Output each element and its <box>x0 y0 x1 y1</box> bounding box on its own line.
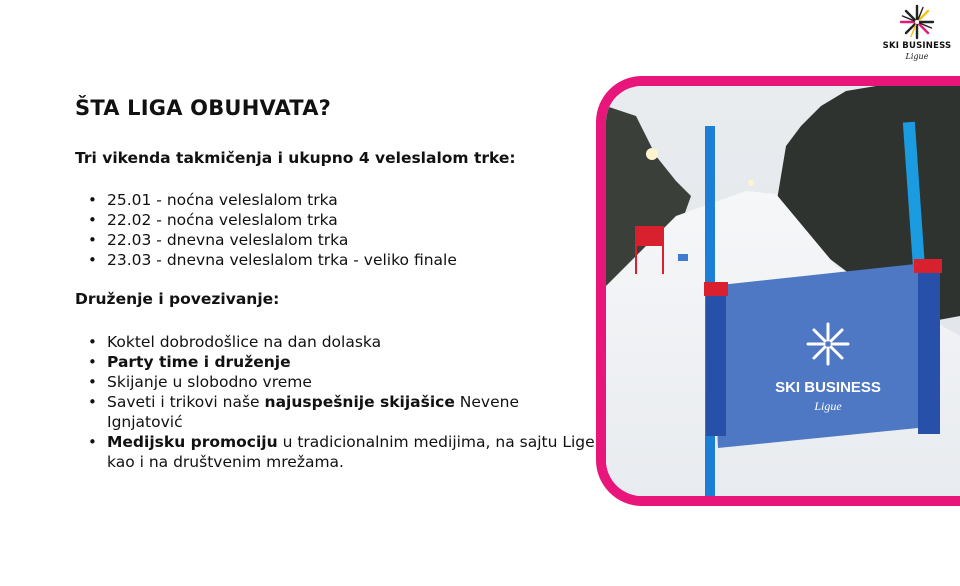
floodlight-icon <box>748 180 754 186</box>
banner-side-right <box>918 264 940 434</box>
distant-gate-pole <box>662 226 664 274</box>
logo-script: Ligue <box>905 52 929 61</box>
main-content <box>75 96 595 472</box>
list-item: • 25.01 - noćna veleslalom trka <box>87 190 595 210</box>
item-text: u tradicionalnim medijima, na sajtu Lige kao i na društvenim mrežama. <box>107 433 595 471</box>
item-text-bold: Medijsku promociju <box>107 433 278 451</box>
list-item <box>87 432 595 472</box>
ski-gate-photo <box>596 76 960 506</box>
page-title: ŠTA LIGA OBUHVATA? <box>75 96 332 120</box>
list-item <box>87 372 595 392</box>
distant-gate-pole <box>635 226 637 274</box>
item-text: Nevene Ignjatović <box>107 393 520 431</box>
list-item <box>87 392 595 432</box>
logo-name: SKI BUSINESS <box>882 41 952 51</box>
list-item: • 22.03 - dnevna veleslalom trka <box>87 230 595 250</box>
distant-gate-flag <box>678 254 688 261</box>
list-item: • 23.03 - dnevna veleslalom trka - veliko finale <box>87 250 595 270</box>
list-item <box>87 352 595 372</box>
item-text-bold: najuspešnije skijašice <box>264 393 455 411</box>
list-item: • 22.02 - noćna veleslalom trka <box>87 210 595 230</box>
snowflake-burst-icon <box>899 4 935 40</box>
banner-side-left <box>706 286 726 436</box>
item-text: Koktel dobrodošlice na dan dolaska <box>107 333 382 351</box>
gate-clip <box>704 282 728 296</box>
floodlight-icon <box>646 148 658 160</box>
banner-script: Ligue <box>814 399 842 413</box>
item-text-bold: Party time i druženje <box>107 353 291 371</box>
section-title-networking: Druženje i povezivanje: <box>75 290 280 308</box>
brand-logo <box>880 4 954 61</box>
distant-gate-flag <box>636 226 662 246</box>
section-title-competition: Tri vikenda takmičenja i ukupno 4 veleslalom trke: <box>75 149 516 167</box>
activities-list <box>87 332 595 472</box>
gate-clip <box>914 259 942 273</box>
ski-slope-illustration <box>606 86 960 496</box>
list-item <box>87 332 595 352</box>
banner-text: SKI BUSINESS <box>775 379 881 396</box>
item-text: Skijanje u slobodno vreme <box>107 373 312 391</box>
item-text: Saveti i trikovi naše <box>107 393 265 411</box>
gate-banner <box>711 262 938 448</box>
race-dates-list <box>87 190 595 270</box>
